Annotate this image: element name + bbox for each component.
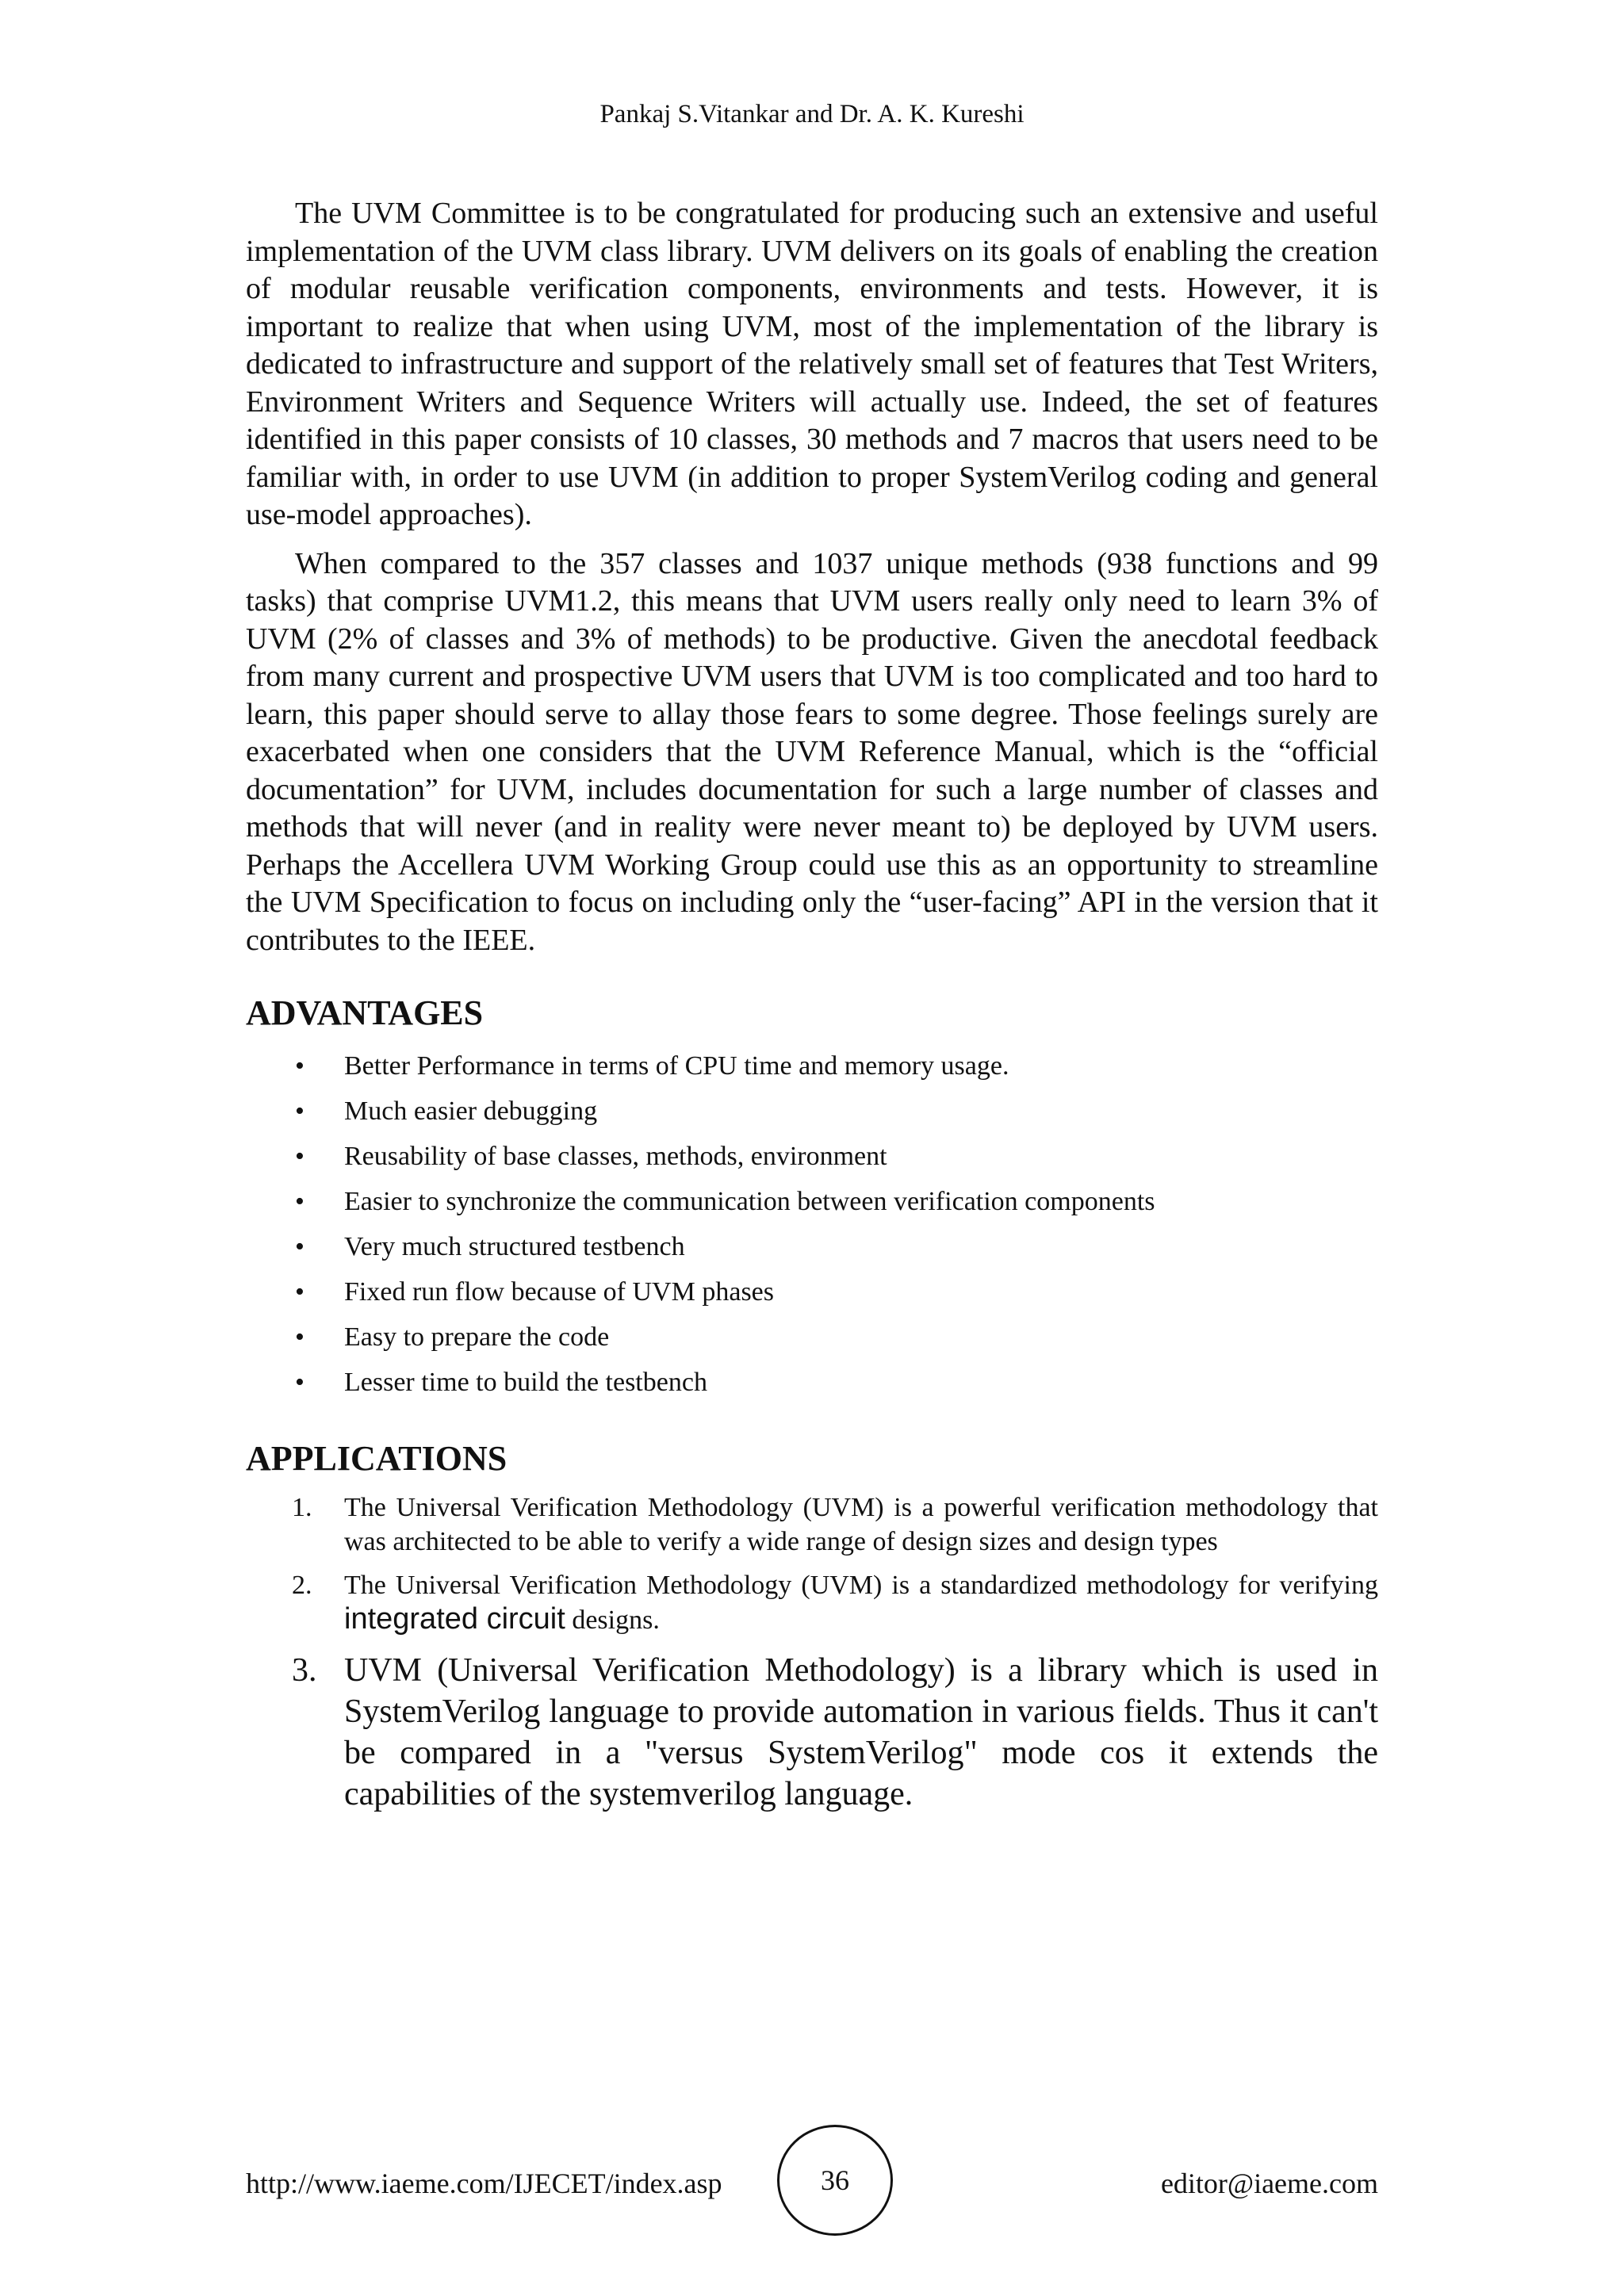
list-item-text: Reusability of base classes, methods, environment: [344, 1142, 887, 1171]
list-item-text: Easy to prepare the code: [344, 1322, 610, 1352]
running-header: Pankaj S.Vitankar and Dr. A. K. Kureshi: [599, 100, 1025, 128]
list-item-text: Much easier debugging: [344, 1096, 598, 1126]
list-item: [246, 1224, 1378, 1269]
list-number: 3.: [292, 1652, 317, 1689]
bullet-icon: •: [295, 1368, 304, 1397]
list-item: [246, 1179, 1378, 1224]
list-item: [246, 1650, 1378, 1815]
list-item-text: UVM (Universal Verification Methodology) is a library which is used in SystemVerilog language to provide automation in various fields. Thus it can't be compared in a "versus SystemVerilog" mode cos it extends the capabilities of the systemverilog language.: [344, 1652, 1378, 1812]
body-paragraph: When compared to the 357 classes and 1037 unique methods (938 functions and 99 tasks) that comprise UVM1.2, this means that UVM users really only need to learn 3% of UVM (2% of classes and 3% of methods) to be productive. Given the anecdotal feedback from many current and prospective UVM users that UVM is too complicated and too hard to learn, this paper should serve to allay those fears to some degree. Those feelings surely are exacerbated when one considers that the UVM Reference Manual, which is the “official documentation” for UVM, includes documentation for such a large number of classes and methods that will never (and in reality were never meant to) be deployed by UVM users. Perhaps the Accellera UVM Working Group could use this as an opportunity to streamline the UVM Specification to focus on including only the “user-facing” API in the version that it contributes to the IEEE.: [246, 546, 1378, 957]
emphasized-text: integrated circuit: [344, 1602, 565, 1636]
list-item: [246, 1134, 1378, 1179]
bullet-icon: •: [295, 1277, 304, 1307]
bullet-icon: •: [295, 1232, 304, 1261]
bullet-icon: •: [295, 1096, 304, 1126]
list-item: [246, 1089, 1378, 1134]
main-content: [246, 195, 1378, 1824]
list-item-text: Fixed run flow because of UVM phases: [344, 1277, 774, 1307]
list-item-text: The Universal Verification Methodology (UVM) is a powerful verification methodology that was architected to be able to verify a wide range of design sizes and design types: [344, 1493, 1378, 1556]
list-item-text: Easier to synchronize the communication between verification components: [344, 1187, 1155, 1216]
section-heading-advantages: ADVANTAGES: [246, 993, 484, 1032]
advantages-list: [246, 1043, 1378, 1405]
footer-url-link[interactable]: http://www.iaeme.com/IJECET/index.asp: [246, 2168, 722, 2199]
list-item-text: Very much structured testbench: [344, 1232, 685, 1261]
section-heading-applications: APPLICATIONS: [246, 1439, 508, 1478]
page-number-text: 36: [821, 2164, 849, 2196]
applications-list: [246, 1490, 1378, 1815]
list-item: [246, 1269, 1378, 1314]
footer-email-link[interactable]: editor@iaeme.com: [1160, 2168, 1378, 2199]
list-item-text: Lesser time to build the testbench: [344, 1368, 707, 1397]
list-item: [246, 1360, 1378, 1405]
bullet-icon: •: [295, 1187, 304, 1216]
list-item: [246, 1043, 1378, 1089]
list-item-text: The Universal Verification Methodology (UVM) is a standardized methodology for verifying: [344, 1571, 1378, 1600]
page-footer: [0, 2125, 1624, 2236]
body-paragraph: The UVM Committee is to be congratulated for producing such an extensive and useful implementation of the UVM class library. UVM delivers on its goals of enabling the creation of modular reusable verification components, environments and tests. However, it is important to realize that when using UVM, most of the implementation of the library is dedicated to infrastructure and support of the relatively small set of features that Test Writers, Environment Writers and Sequence Writers will actually use. Indeed, the set of features identified in this paper consists of 10 classes, 30 methods and 7 macros that users need to be familiar with, in order to use UVM (in addition to proper SystemVerilog coding and general use-model approaches).: [246, 197, 1378, 531]
page-number: [777, 2125, 893, 2236]
list-item: [246, 1490, 1378, 1559]
list-item: [246, 1568, 1378, 1637]
list-number: 2.: [292, 1571, 312, 1600]
bullet-icon: •: [295, 1142, 304, 1171]
bullet-icon: •: [295, 1051, 304, 1081]
list-number: 1.: [292, 1493, 312, 1522]
list-item: [246, 1314, 1378, 1360]
bullet-icon: •: [295, 1322, 304, 1352]
list-item-text: Better Performance in terms of CPU time and memory usage.: [344, 1051, 1009, 1081]
list-item-text: designs.: [565, 1605, 660, 1635]
